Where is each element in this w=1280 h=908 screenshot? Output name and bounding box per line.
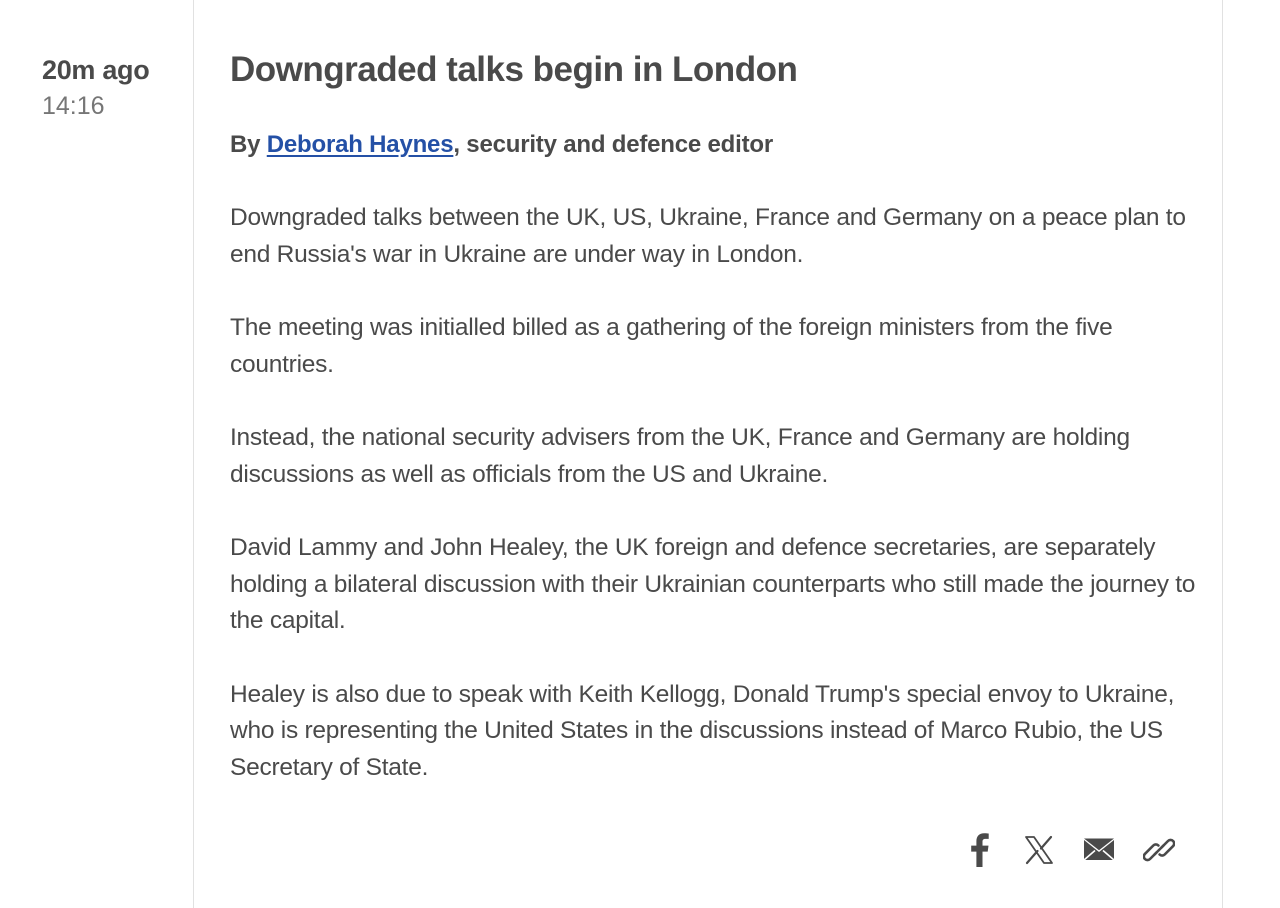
- post-paragraph: Healey is also due to speak with Keith Kellogg, Donald Trump's special envoy to Ukraine, who is representing the United States in the discussions instead of Marco Rubio, the US Secretary of State.: [230, 680, 1175, 781]
- copy-link-button[interactable]: [1138, 826, 1180, 874]
- share-x-button[interactable]: [1018, 826, 1060, 874]
- post-paragraph: Instead, the national security advisers from the UK, France and Germany are holding discussions as well as officials from the US and Ukraine.: [230, 424, 1130, 488]
- time-clock: 14:16: [42, 92, 105, 120]
- byline-prefix: By: [230, 131, 267, 158]
- byline-suffix: , security and defence editor: [453, 131, 773, 158]
- share-bar: [958, 826, 1180, 874]
- post-paragraph: David Lammy and John Healey, the UK foreign and defence secretaries, are separately holding a bilateral discussion with their Ukrainian counterparts who still made the journey to the capital.: [230, 534, 1196, 634]
- post-timestamp: [42, 52, 149, 124]
- link-icon: [1143, 834, 1175, 866]
- email-icon: [1083, 838, 1115, 862]
- x-icon: [1024, 835, 1054, 865]
- post-paragraph: Downgraded talks between the UK, US, Ukraine, France and Germany on a peace plan to end Russia's war in Ukraine are under way in London.: [230, 204, 1186, 268]
- author-link[interactable]: Deborah Haynes: [266, 131, 454, 158]
- post-body: [230, 200, 1200, 823]
- share-email-button[interactable]: [1078, 826, 1120, 874]
- share-facebook-button[interactable]: [958, 826, 1000, 874]
- post-byline: [230, 128, 773, 162]
- post-headline: Downgraded talks begin in London: [230, 50, 798, 89]
- post-paragraph: The meeting was initialled billed as a gathering of the foreign ministers from the five countries.: [230, 314, 1113, 378]
- time-ago: 20m ago: [42, 55, 150, 85]
- facebook-icon: [967, 833, 991, 867]
